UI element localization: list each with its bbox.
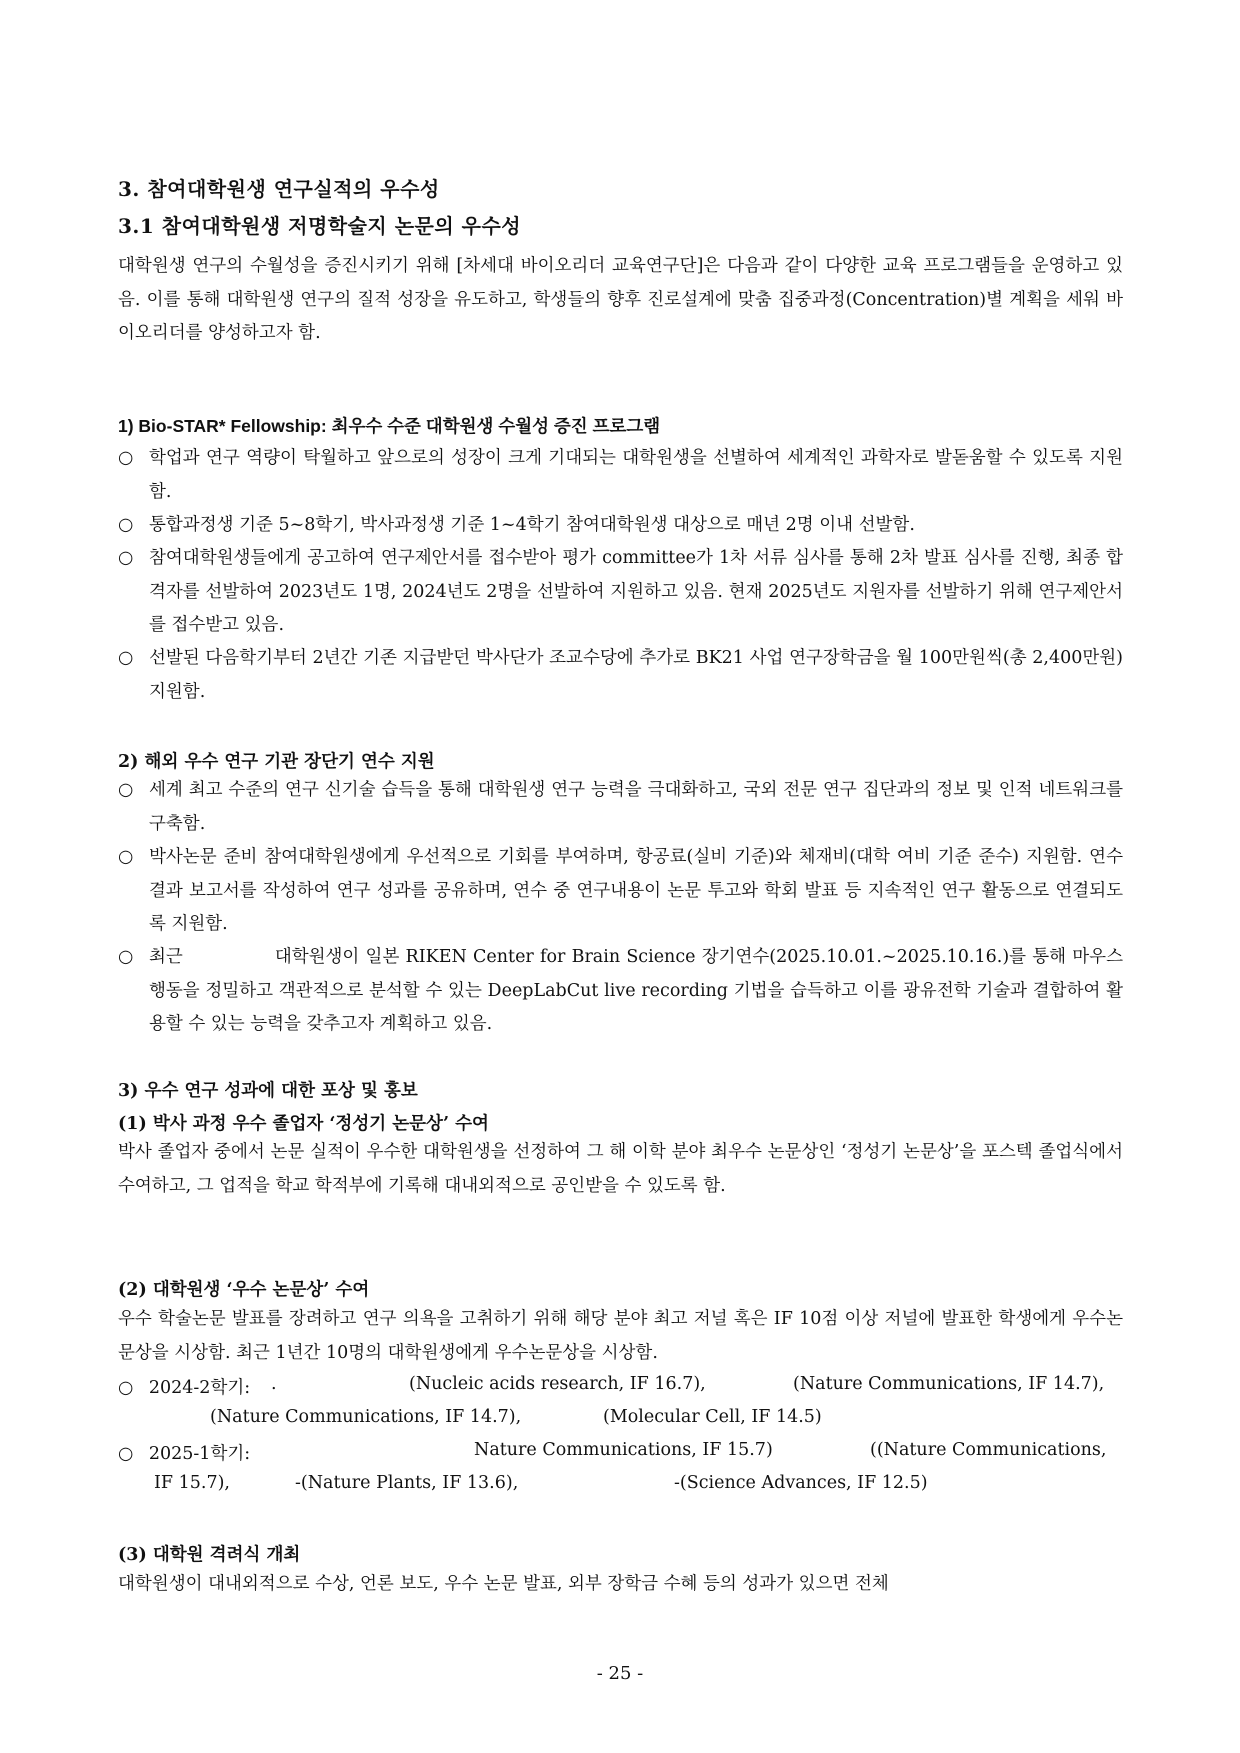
intro-paragraph: 대학원생 연구의 수월성을 증진시키기 위해 [차세대 바이오리더 교육연구단]은 다음과 같이 다양한 교육 프로그램들을 운영하고 있음. 이를 통해 대학원생 연구의 질적 성장을 유도하고, 학생들의 향후 진로설계에 맞춤 집중과정(Concentration)별 계획을 세워 바이오리더를 양성하고자 함.: [118, 256, 1123, 343]
award-paper: (Nature Communications, IF 14.7),: [793, 1374, 1105, 1394]
program1-item: ○ 참여대학원생들에게 공고하여 연구제안서를 접수받아 평가 committee가 1차 서류 심사를 통해 2차 발표 심사를 진행, 최종 합격자를 선발하여 2023년도 1명, 2024년도 2명을 선발하여 지원하고 있음. 현재 2025년도 지원자를 선발하기 위해 연구제안서를 접수받고 있음.: [118, 542, 1123, 643]
award-paper: (Molecular Cell, IF 14.5): [603, 1407, 822, 1427]
circle-bullet-icon: ○: [118, 1378, 134, 1398]
circle-bullet-icon: ○: [118, 548, 134, 568]
award-paper: -(Nature Plants, IF 13.6),: [295, 1473, 519, 1493]
program2-item: ○ 박사논문 준비 참여대학원생에게 우선적으로 기회를 부여하며, 항공료(실비 기준)와 체재비(대학 여비 기준 준수) 지원함. 연수 결과 보고서를 작성하여 연구 성과를 공유하며, 연수 중 연구내용이 논문 투고와 학회 발표 등 지속적인 연구 활동으로 연결되도록 지원함.: [118, 841, 1123, 942]
award1-title: (1) 박사 과정 우수 졸업자 ‘정성기 논문상’ 수여: [118, 1114, 489, 1134]
program1-title: 1) Bio-STAR* Fellowship: 최우수 수준 대학원생 수월성 증진 프로그램: [118, 416, 661, 436]
award2-text: 우수 학술논문 발표를 장려하고 연구 의욕을 고취하기 위해 해당 분야 최고 저널 혹은 IF 10점 이상 저널에 발표한 학생에게 우수논문상을 시상함. 최근 1년간 10명의 대학원생에게 우수논문상을 시상함.: [118, 1309, 1123, 1363]
award-mark: .: [271, 1374, 277, 1394]
award-paper: (Nature Communications, IF 14.7),: [210, 1407, 522, 1427]
program3-title: 3) 우수 연구 성과에 대한 포상 및 홍보: [118, 1081, 418, 1101]
subsection-heading: 3.1 참여대학원생 저명학술지 논문의 우수성: [118, 214, 522, 238]
circle-bullet-icon: ○: [118, 648, 134, 668]
award1-text: 박사 졸업자 중에서 논문 실적이 우수한 대학원생을 선정하여 그 해 이학 분야 최우수 논문상인 ‘정성기 논문상’을 포스텍 졸업식에서 수여하고, 그 업적을 학교 학적부에 기록해 대내외적으로 공인받을 수 있도록 함.: [118, 1142, 1123, 1196]
award-paper: -(Science Advances, IF 12.5): [674, 1473, 928, 1493]
circle-bullet-icon: ○: [118, 780, 134, 800]
circle-bullet-icon: ○: [118, 448, 134, 468]
page-number: - 25 -: [596, 1663, 644, 1684]
circle-bullet-icon: ○: [118, 847, 134, 867]
circle-bullet-icon: ○: [118, 947, 134, 967]
program2-item: ○ 최근 대학원생이 일본 RIKEN Center for Brain Science 장기연수(2025.10.01.~2025.10.16.)를 통해 마우스 행동을 정밀하고 객관적으로 분석할 수 있는 DeepLabCut live recording 기법을 습득하고 이를 광유전학 기술과 결합하여 활용할 수 있는 능력을 갖추고자 계획하고 있음.: [118, 941, 1123, 1042]
award-paper: Nature Communications, IF 15.7): [474, 1440, 773, 1460]
award-semester-row: ○ 2024-2학기:: [118, 1378, 251, 1398]
award3-title: (3) 대학원 격려식 개최: [118, 1545, 301, 1565]
award-paper: (Nucleic acids research, IF 16.7),: [409, 1374, 706, 1394]
award2-title: (2) 대학원생 ‘우수 논문상’ 수여: [118, 1280, 370, 1300]
section-heading: 3. 참여대학원생 연구실적의 우수성: [118, 177, 440, 201]
circle-bullet-icon: ○: [118, 515, 134, 535]
award-semester-row: ○ 2025-1학기:: [118, 1444, 251, 1464]
program2-title: 2) 해외 우수 연구 기관 장단기 연수 지원: [118, 752, 435, 772]
program1-item: ○ 통합과정생 기준 5~8학기, 박사과정생 기준 1~4학기 참여대학원생 대상으로 매년 2명 이내 선발함.: [118, 509, 1123, 543]
circle-bullet-icon: ○: [118, 1444, 134, 1464]
award3-text: 대학원생이 대내외적으로 수상, 언론 보도, 우수 논문 발표, 외부 장학금 수혜 등의 성과가 있으면 전체: [118, 1574, 889, 1594]
award-paper: IF 15.7),: [154, 1473, 230, 1493]
program2-item: ○ 세계 최고 수준의 연구 신기술 습득을 통해 대학원생 연구 능력을 극대화하고, 국외 전문 연구 집단과의 정보 및 인적 네트워크를 구축함.: [118, 774, 1123, 841]
program1-item: ○ 선발된 다음학기부터 2년간 기존 지급받던 박사단가 조교수당에 추가로 BK21 사업 연구장학금을 월 100만원씩(총 2,400만원) 지원함.: [118, 642, 1123, 709]
award-paper: ((Nature Communications,: [870, 1440, 1107, 1460]
program1-item: ○ 학업과 연구 역량이 탁월하고 앞으로의 성장이 크게 기대되는 대학원생을 선별하여 세계적인 과학자로 발돋움할 수 있도록 지원함.: [118, 442, 1123, 509]
